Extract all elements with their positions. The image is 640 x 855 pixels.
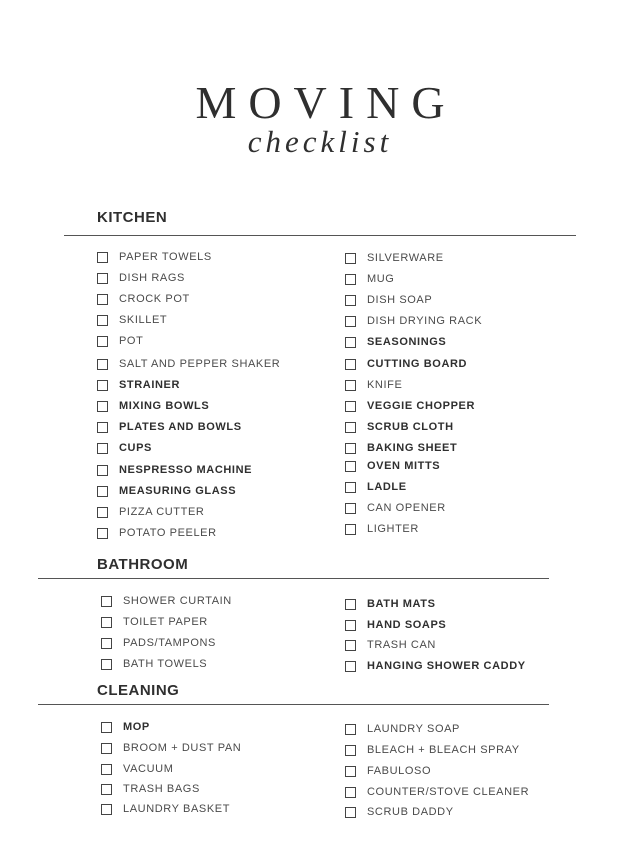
checklist-item[interactable] xyxy=(345,271,394,287)
checklist-item-label: PAPER TOWELS xyxy=(119,251,212,263)
checklist-item[interactable] xyxy=(101,781,200,797)
checklist-item[interactable] xyxy=(101,740,241,756)
checklist-item[interactable] xyxy=(97,291,190,307)
checkbox[interactable] xyxy=(345,295,356,306)
checklist-item-label: KNIFE xyxy=(367,379,403,391)
checklist-item[interactable] xyxy=(101,614,208,630)
checklist-item-label: PADS/TAMPONS xyxy=(123,637,216,649)
checklist-item[interactable] xyxy=(101,656,207,672)
section-heading-bathroom: BATHROOM xyxy=(97,556,189,573)
checklist-item[interactable] xyxy=(97,249,212,265)
checklist-item-label: MUG xyxy=(367,273,395,285)
checklist-item[interactable] xyxy=(345,458,440,474)
checkbox[interactable] xyxy=(345,337,356,348)
checkbox[interactable] xyxy=(97,336,108,347)
checkbox[interactable] xyxy=(345,380,356,391)
checklist-item-label: LAUNDRY BASKET xyxy=(123,803,231,815)
checkbox[interactable] xyxy=(345,482,356,493)
checkbox[interactable] xyxy=(97,273,108,284)
checkbox[interactable] xyxy=(345,359,356,370)
checklist-item[interactable] xyxy=(345,334,446,350)
checklist-item[interactable] xyxy=(345,398,475,414)
checklist-item-label: MIXING BOWLS xyxy=(119,400,210,412)
checklist-item[interactable] xyxy=(345,617,446,633)
checkbox[interactable] xyxy=(345,503,356,514)
checkbox[interactable] xyxy=(345,620,356,631)
checklist-item[interactable] xyxy=(345,637,436,653)
section-heading-cleaning: CLEANING xyxy=(97,682,180,699)
checklist-item-label: VEGGIE CHOPPER xyxy=(367,400,476,412)
checkbox[interactable] xyxy=(97,465,108,476)
checklist-item-label: CAN OPENER xyxy=(367,502,446,514)
checkbox[interactable] xyxy=(97,443,108,454)
checklist-item[interactable] xyxy=(101,593,232,609)
checklist-item-label: SALT AND PEPPER SHAKER xyxy=(119,358,281,370)
checklist-item[interactable] xyxy=(345,419,454,435)
checklist-item-label: POT xyxy=(119,335,144,347)
checklist-item-label: CUTTING BOARD xyxy=(367,358,468,370)
checkbox[interactable] xyxy=(101,722,112,733)
checkbox[interactable] xyxy=(345,422,356,433)
checklist-item-label: BROOM + DUST PAN xyxy=(123,742,242,754)
checklist-item-label: STRAINER xyxy=(119,379,181,391)
checklist-item-label: POTATO PEELER xyxy=(119,527,217,539)
checklist-item[interactable] xyxy=(345,479,407,495)
checkbox[interactable] xyxy=(97,252,108,263)
checklist-item-label: HANGING SHOWER CADDY xyxy=(367,660,526,672)
checklist-item-label: TRASH CAN xyxy=(367,639,436,651)
checklist-item[interactable] xyxy=(101,635,216,651)
checkbox[interactable] xyxy=(97,401,108,412)
section-divider-cleaning xyxy=(38,704,549,705)
checklist-item[interactable] xyxy=(345,658,526,674)
checklist-item[interactable] xyxy=(97,333,143,349)
checkbox[interactable] xyxy=(101,617,112,628)
checklist-item-label: BATH TOWELS xyxy=(123,658,208,670)
checklist-item-label: COUNTER/STOVE CLEANER xyxy=(367,786,530,798)
checklist-item[interactable] xyxy=(345,377,402,393)
checklist-item[interactable] xyxy=(97,504,204,520)
checklist-item[interactable] xyxy=(345,596,436,612)
checklist-item[interactable] xyxy=(101,761,173,777)
checklist-item[interactable] xyxy=(345,250,444,266)
checkbox[interactable] xyxy=(101,804,112,815)
checkbox[interactable] xyxy=(101,659,112,670)
checkbox[interactable] xyxy=(345,316,356,327)
checklist-item[interactable] xyxy=(101,801,230,817)
checkbox[interactable] xyxy=(97,528,108,539)
checklist-item-label: BATH MATS xyxy=(367,598,436,610)
checklist-item-label: BAKING SHEET xyxy=(367,442,458,454)
checkbox[interactable] xyxy=(345,724,356,735)
checkbox[interactable] xyxy=(345,766,356,777)
checkbox[interactable] xyxy=(97,294,108,305)
checkbox[interactable] xyxy=(345,461,356,472)
checklist-item-label: DISH SOAP xyxy=(367,294,433,306)
checkbox[interactable] xyxy=(345,745,356,756)
checklist-item-label: OVEN MITTS xyxy=(367,460,441,472)
checklist-item-label: FABULOSO xyxy=(367,765,432,777)
checkbox[interactable] xyxy=(101,743,112,754)
checkbox[interactable] xyxy=(345,401,356,412)
checkbox[interactable] xyxy=(101,764,112,775)
checkbox[interactable] xyxy=(101,596,112,607)
checklist-item-label: CUPS xyxy=(119,442,152,454)
checkbox[interactable] xyxy=(345,524,356,535)
checklist-item-label: BLEACH + BLEACH SPRAY xyxy=(367,744,520,756)
checkbox[interactable] xyxy=(97,486,108,497)
checklist-item-label: LADLE xyxy=(367,481,407,493)
checkbox[interactable] xyxy=(101,784,112,795)
checklist-item-label: HAND SOAPS xyxy=(367,619,447,631)
checklist-item-label: SEASONINGS xyxy=(367,336,447,348)
checkbox[interactable] xyxy=(345,640,356,651)
checklist-item-label: SCRUB CLOTH xyxy=(367,421,454,433)
checkbox[interactable] xyxy=(345,274,356,285)
checklist-item-label: CROCK POT xyxy=(119,293,190,305)
checklist-item[interactable] xyxy=(345,721,460,737)
checklist-item[interactable] xyxy=(97,312,167,328)
checklist-item-label: MOP xyxy=(123,721,150,733)
checklist-item-label: SKILLET xyxy=(119,314,168,326)
checklist-item[interactable] xyxy=(345,804,454,820)
checklist-item[interactable] xyxy=(345,742,520,758)
checklist-item-label: DISH DRYING RACK xyxy=(367,315,483,327)
checklist-item-label: TOILET PAPER xyxy=(123,616,208,628)
checklist-item[interactable] xyxy=(345,440,457,456)
checklist-item[interactable] xyxy=(97,525,217,541)
checklist-item[interactable] xyxy=(97,377,180,393)
checkbox[interactable] xyxy=(97,380,108,391)
checklist-item-label: DISH RAGS xyxy=(119,272,185,284)
checkbox[interactable] xyxy=(345,787,356,798)
checklist-item[interactable] xyxy=(97,270,185,286)
checklist-item-label: NESPRESSO MACHINE xyxy=(119,464,253,476)
checklist-item[interactable] xyxy=(97,483,236,499)
checkbox[interactable] xyxy=(97,422,108,433)
checkbox[interactable] xyxy=(345,661,356,672)
checklist-item-label: SCRUB DADDY xyxy=(367,806,454,818)
page-title: MOVING xyxy=(195,77,457,128)
checklist-item[interactable] xyxy=(345,313,482,329)
checklist-item-label: SHOWER CURTAIN xyxy=(123,595,232,607)
checkbox[interactable] xyxy=(345,807,356,818)
checklist-item[interactable] xyxy=(345,521,419,537)
checkbox[interactable] xyxy=(101,638,112,649)
checklist-item[interactable] xyxy=(97,462,252,478)
checkbox[interactable] xyxy=(97,507,108,518)
checklist-item-label: MEASURING GLASS xyxy=(119,485,237,497)
checklist-item[interactable] xyxy=(97,356,280,372)
checklist-item-label: SILVERWARE xyxy=(367,252,444,264)
page-subtitle: checklist xyxy=(247,124,393,159)
checkbox[interactable] xyxy=(97,359,108,370)
checklist-item-label: VACUUM xyxy=(123,763,174,775)
checklist-item[interactable] xyxy=(97,440,152,456)
checklist-item[interactable] xyxy=(97,419,242,435)
checkbox[interactable] xyxy=(345,443,356,454)
checklist-item-label: LIGHTER xyxy=(367,523,419,535)
checklist-item-label: LAUNDRY SOAP xyxy=(367,723,460,735)
checklist-item[interactable] xyxy=(101,719,150,735)
checklist-item[interactable] xyxy=(345,784,529,800)
checklist-item[interactable] xyxy=(345,292,432,308)
checklist-item-label: PLATES AND BOWLS xyxy=(119,421,242,433)
checklist-item[interactable] xyxy=(345,763,431,779)
checklist-item-label: TRASH BAGS xyxy=(123,783,200,795)
checklist-item[interactable] xyxy=(345,356,467,372)
checkbox[interactable] xyxy=(345,599,356,610)
section-divider-bathroom xyxy=(38,578,549,579)
checkbox[interactable] xyxy=(97,315,108,326)
section-divider-kitchen xyxy=(64,235,576,236)
section-heading-kitchen: KITCHEN xyxy=(97,209,168,226)
checklist-item[interactable] xyxy=(345,500,446,516)
checkbox[interactable] xyxy=(345,253,356,264)
checklist-item-label: PIZZA CUTTER xyxy=(119,506,205,518)
checklist-item[interactable] xyxy=(97,398,209,414)
